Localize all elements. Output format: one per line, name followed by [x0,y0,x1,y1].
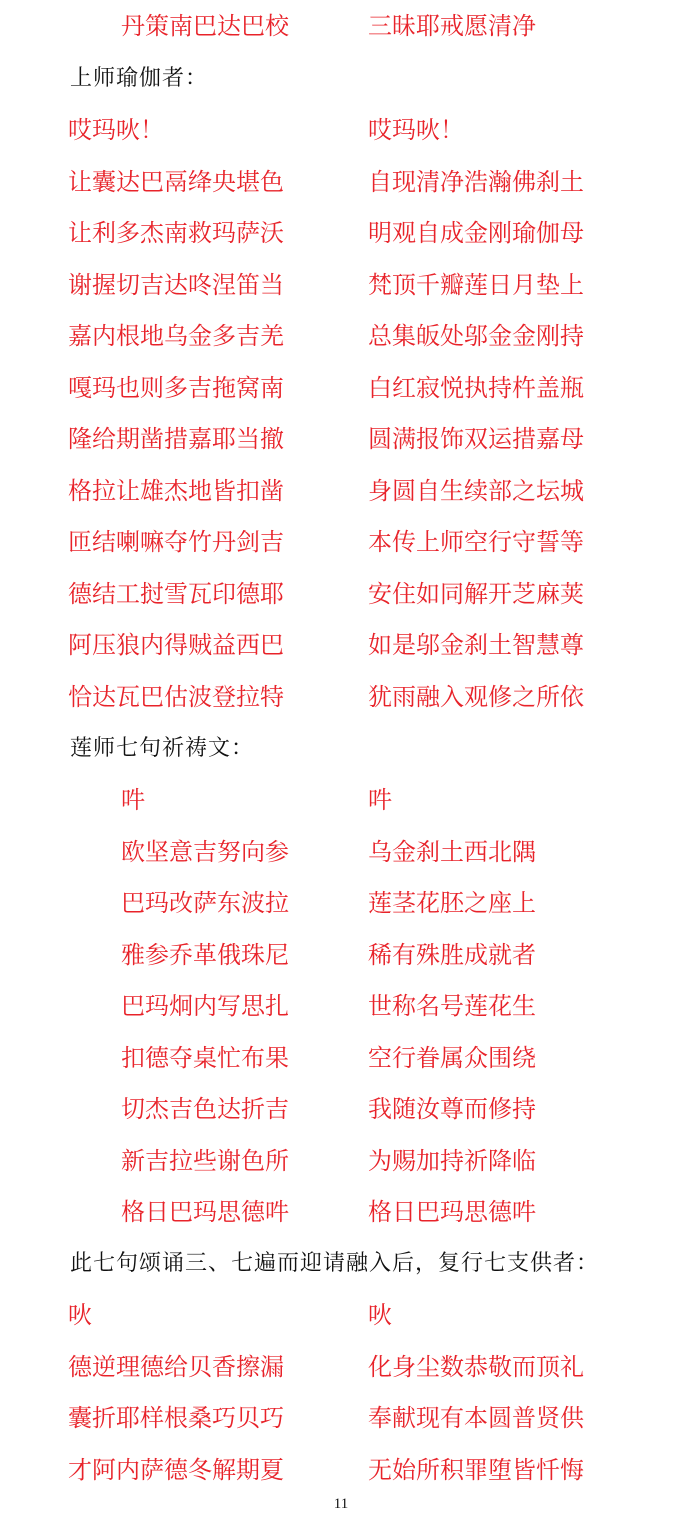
verse-translation: 吙 [368,1301,392,1329]
verse-line [0,1398,682,1438]
verse-line [0,780,682,820]
verse-transliteration: 谢握切吉达咚涅笛当 [68,271,284,299]
verse-line [0,1347,682,1387]
verse-line [0,832,682,872]
verse-transliteration: 格日巴玛思德吽 [121,1198,289,1226]
verse-line [0,316,682,356]
verse-translation: 稀有殊胜成就者 [368,941,536,969]
verse-transliteration: 吙 [68,1301,92,1329]
verse-transliteration: 吽 [121,786,145,814]
verse-transliteration: 哎玛吙！ [68,116,164,144]
verse-transliteration: 欧坚意吉努向参 [121,838,289,866]
verse-line [0,986,682,1026]
verse-translation: 安住如同解开芝麻荚 [368,580,584,608]
verse-translation: 我随汝尊而修持 [368,1095,536,1123]
verse-translation: 犹雨融入观修之所依 [368,683,584,711]
verse-transliteration: 新吉拉些谢色所 [121,1147,289,1175]
verse-line [0,574,682,614]
verse-translation: 如是邬金刹土智慧尊 [368,631,584,659]
verse-transliteration: 阿压狼内得贼益西巴 [68,631,284,659]
verse-transliteration: 切杰吉色达折吉 [121,1095,289,1123]
verse-translation: 三昧耶戒愿清净 [368,12,536,40]
verse-transliteration: 嘎玛也则多吉拖窝南 [68,374,284,402]
verse-transliteration: 德结工挝雪瓦印德耶 [68,580,284,608]
verse-line [0,419,682,459]
section-heading-seven-line-prayer: 莲师七句祈祷文： [70,736,255,761]
verse-translation: 本传上师空行守誓等 [368,528,584,556]
verse-transliteration: 丹策南巴达巴校 [121,12,289,40]
verse-line [0,625,682,665]
verse-translation: 明观自成金刚瑜伽母 [368,219,584,247]
verse-line [0,1192,682,1232]
verse-translation: 空行眷属众围绕 [368,1044,536,1072]
verse-translation: 圆满报饰双运措嘉母 [368,425,584,453]
verse-line [0,368,682,408]
verse-translation: 莲茎花胚之座上 [368,889,536,917]
verse-transliteration: 嘉内根地乌金多吉羌 [68,322,284,350]
verse-translation: 总集皈处邬金金刚持 [368,322,584,350]
verse-line [0,677,682,717]
verse-translation: 梵顶千瓣莲日月垫上 [368,271,584,299]
verse-transliteration: 才阿内萨德冬解期夏 [68,1456,284,1484]
section-heading-guru-yoga: 上师瑜伽者： [70,66,209,91]
verse-translation: 化身尘数恭敬而顶礼 [368,1353,584,1381]
verse-line [0,6,682,46]
verse-transliteration: 恰达瓦巴估波登拉特 [68,683,284,711]
verse-transliteration: 让利多杰南救玛萨沃 [68,219,284,247]
verse-line [0,1089,682,1129]
verse-line [0,213,682,253]
verse-transliteration: 格拉让雄杰地皆扣凿 [68,477,284,505]
verse-translation: 哎玛吙！ [368,116,464,144]
verse-line [0,522,682,562]
verse-line [0,471,682,511]
verse-translation: 吽 [368,786,392,814]
verse-line [0,1450,682,1490]
verse-translation: 白红寂悦执持杵盖瓶 [368,374,584,402]
verse-translation: 无始所积罪堕皆忏悔 [368,1456,584,1484]
verse-line [0,265,682,305]
verse-line [0,883,682,923]
verse-transliteration: 巴玛改萨东波拉 [121,889,289,917]
verse-translation: 身圆自生续部之坛城 [368,477,584,505]
verse-line [0,1141,682,1181]
verse-translation: 自现清净浩瀚佛刹土 [368,168,584,196]
verse-transliteration: 隆给期凿措嘉耶当撤 [68,425,284,453]
verse-line [0,162,682,202]
verse-line [0,1038,682,1078]
verse-translation: 乌金刹土西北隅 [368,838,536,866]
verse-translation: 为赐加持祈降临 [368,1147,536,1175]
verse-transliteration: 雅参乔革俄珠尼 [121,941,289,969]
verse-transliteration: 囊折耶样根桑巧贝巧 [68,1404,284,1432]
page-number: 11 [333,1496,349,1512]
verse-translation: 世称名号莲花生 [368,992,536,1020]
section-heading-seven-branch: 此七句颂诵三、七遍而迎请融入后，复行七支供者： [70,1251,600,1276]
verse-transliteration: 扣德夺桌忙布果 [121,1044,289,1072]
verse-transliteration: 德逆理德给贝香擦漏 [68,1353,284,1381]
verse-translation: 格日巴玛思德吽 [368,1198,536,1226]
verse-line [0,935,682,975]
verse-line [0,1295,682,1335]
verse-transliteration: 让囊达巴鬲绛央堪色 [68,168,284,196]
verse-translation: 奉献现有本圆普贤供 [368,1404,584,1432]
verse-transliteration: 匝结喇嘛夺竹丹剑吉 [68,528,284,556]
verse-transliteration: 巴玛炯内写思扎 [121,992,289,1020]
verse-line [0,110,682,150]
